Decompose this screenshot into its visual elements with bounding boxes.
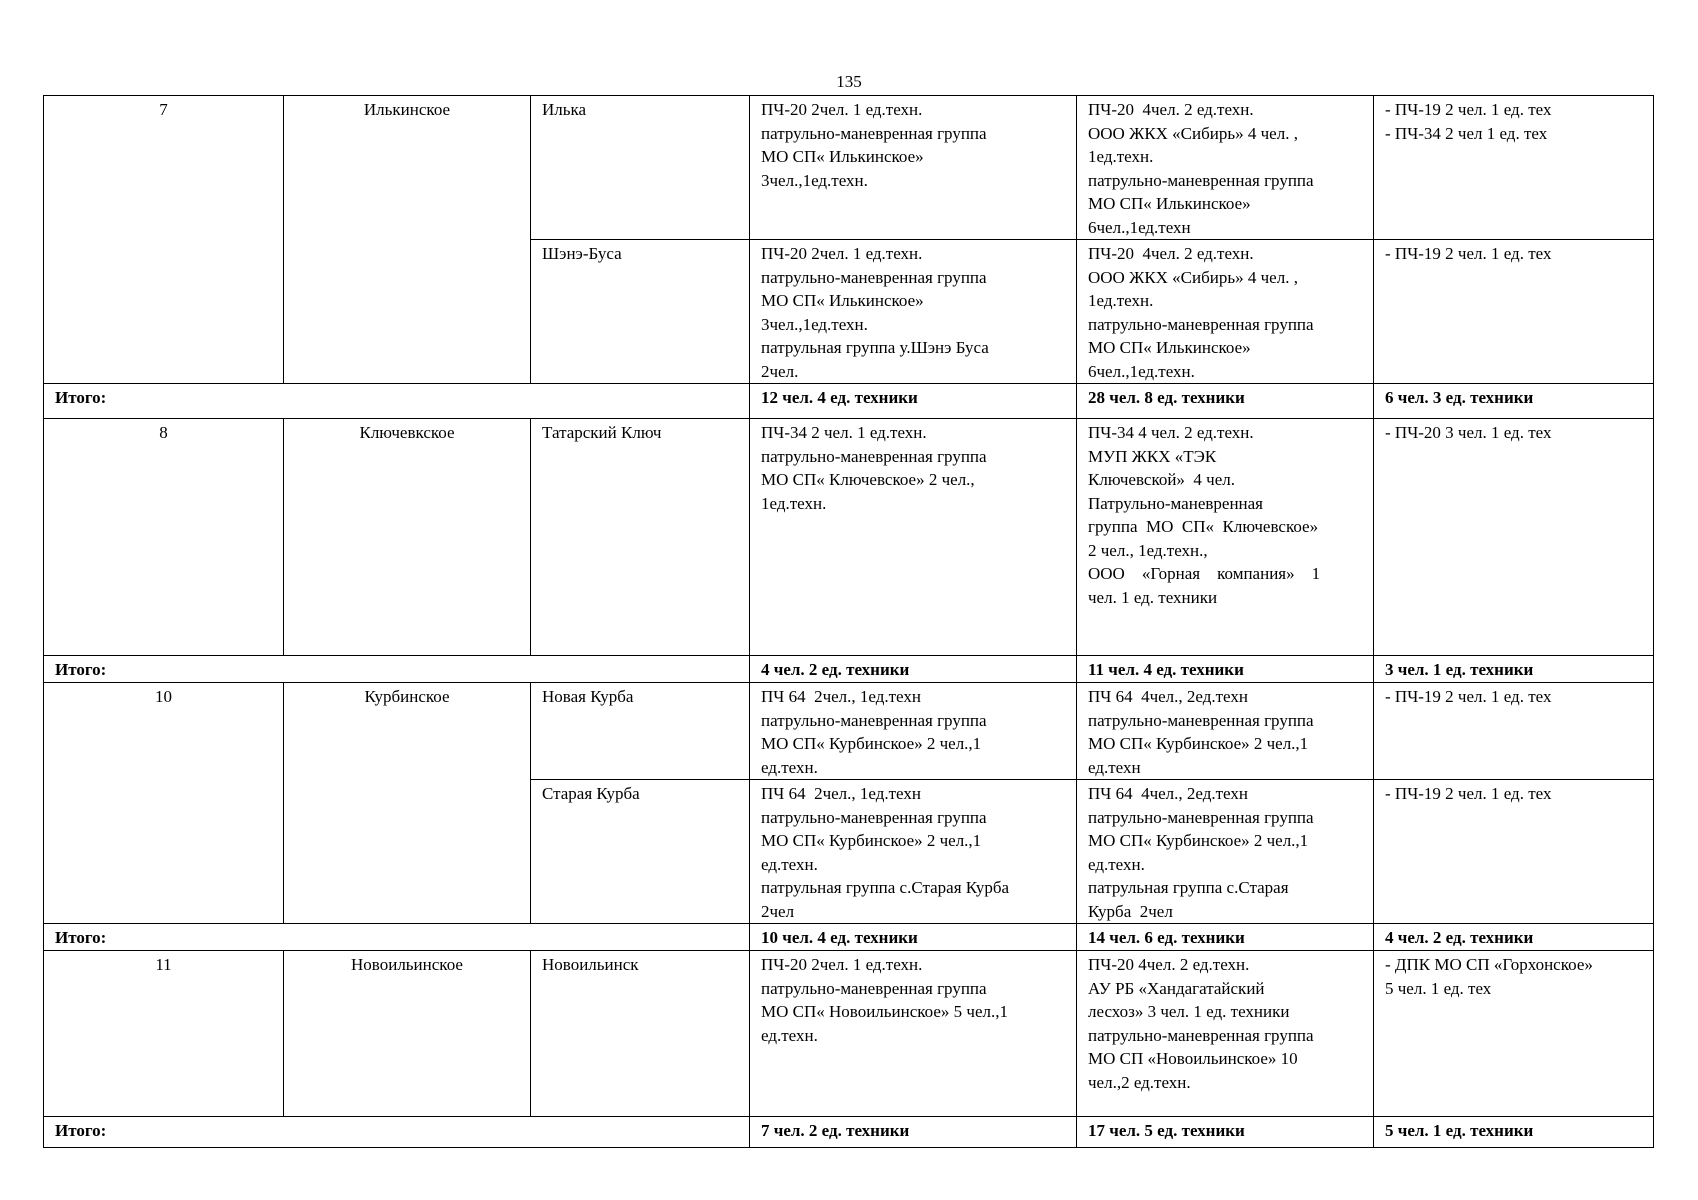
reserve-cell bbox=[1374, 951, 1654, 1117]
total-value: 12 чел. 4 ед. техники bbox=[750, 384, 1077, 419]
cell-line: 5 чел. 1 ед. тех bbox=[1385, 978, 1492, 998]
cell-line: патрульная группа у.Шэнэ Буса bbox=[761, 338, 989, 357]
cell-line: МО СП« Илькинское» bbox=[1088, 338, 1251, 357]
total-value: 6 чел. 3 ед. техники bbox=[1374, 384, 1654, 419]
forces-cell bbox=[750, 240, 1077, 384]
settlement-name: Курбинское bbox=[284, 683, 531, 924]
total-value: 11 чел. 4 ед. техники bbox=[1077, 656, 1374, 683]
cell-line: ООО ЖКХ «Сибирь» 4 чел. , bbox=[1088, 123, 1298, 143]
cell-line: патрульно-маневренная группа bbox=[1088, 170, 1314, 190]
settlement-name: Ключевкское bbox=[284, 419, 531, 656]
cell-line: ПЧ-34 2 чел. 1 ед.техн. bbox=[761, 423, 927, 442]
cell-line: МО СП« Курбинское» 2 чел.,1 bbox=[761, 831, 982, 850]
cell-line: 2чел bbox=[761, 901, 795, 921]
cell-line: 1ед.техн. bbox=[1088, 147, 1154, 166]
total-label: Итого: bbox=[44, 924, 750, 951]
cell-line: ПЧ-20 2чел. 1 ед.техн. bbox=[761, 955, 923, 974]
cell-line: патрульно-маневренная группа bbox=[761, 978, 987, 998]
cell-line: 2 чел., 1ед.техн., bbox=[1088, 540, 1208, 560]
reserve-cell bbox=[1374, 240, 1654, 384]
cell-line: ед.техн. bbox=[1088, 854, 1145, 874]
village-name: Новая Курба bbox=[531, 683, 750, 780]
cell-line: ПЧ-34 4 чел. 2 ед.техн. bbox=[1088, 423, 1254, 442]
total-value: 17 чел. 5 ед. техники bbox=[1077, 1117, 1374, 1148]
forces-cell bbox=[1077, 96, 1374, 240]
cell-line: - ПЧ-19 2 чел. 1 ед. тех bbox=[1385, 784, 1552, 803]
row-number: 10 bbox=[44, 683, 284, 924]
cell-line: 3чел.,1ед.техн. bbox=[761, 170, 868, 190]
cell-line: АУ РБ «Хандагатайский bbox=[1088, 978, 1265, 998]
table-row bbox=[44, 419, 1654, 656]
cell-line: Курба 2чел bbox=[1088, 901, 1173, 921]
cell-line: группа МО СП« Ключевское» bbox=[1088, 517, 1319, 536]
cell-line: патрульно-маневренная группа bbox=[1088, 710, 1314, 730]
cell-line: МО СП« Илькинское» bbox=[761, 291, 924, 310]
cell-line: МО СП« Курбинское» 2 чел.,1 bbox=[1088, 734, 1309, 753]
forces-cell bbox=[750, 683, 1077, 780]
total-row bbox=[44, 924, 1654, 951]
cell-line: ПЧ 64 2чел., 1ед.техн bbox=[761, 687, 921, 706]
row-number: 11 bbox=[44, 951, 284, 1117]
cell-line: ПЧ-20 2чел. 1 ед.техн. bbox=[761, 100, 923, 119]
total-value: 3 чел. 1 ед. техники bbox=[1374, 656, 1654, 683]
cell-line: ПЧ-20 4чел. 2 ед.техн. bbox=[1088, 955, 1250, 974]
cell-line: 1ед.техн. bbox=[1088, 291, 1154, 310]
total-value: 28 чел. 8 ед. техники bbox=[1077, 384, 1374, 419]
total-value: 4 чел. 2 ед. техники bbox=[750, 656, 1077, 683]
cell-line: ед.техн bbox=[1088, 757, 1141, 777]
cell-line: патрульно-маневренная группа bbox=[761, 123, 987, 143]
total-row bbox=[44, 1117, 1654, 1148]
cell-line: патрульная группа с.Старая bbox=[1088, 878, 1289, 897]
cell-line: патрульно-маневренная группа bbox=[1088, 314, 1314, 334]
cell-line: ед.техн. bbox=[761, 854, 818, 874]
cell-line: 6чел.,1ед.техн bbox=[1088, 217, 1191, 237]
total-row bbox=[44, 656, 1654, 683]
forces-cell bbox=[1077, 951, 1374, 1117]
cell-line: МО СП «Новоильинское» 10 bbox=[1088, 1049, 1298, 1068]
forces-cell bbox=[1077, 683, 1374, 780]
cell-line: патрульно-маневренная группа bbox=[761, 807, 987, 827]
cell-line: лесхоз» 3 чел. 1 ед. техники bbox=[1088, 1002, 1290, 1021]
reserve-cell bbox=[1374, 419, 1654, 656]
total-label: Итого: bbox=[44, 656, 750, 683]
cell-line: 6чел.,1ед.техн. bbox=[1088, 361, 1195, 381]
village-name: Новоильинск bbox=[531, 951, 750, 1117]
reserve-cell bbox=[1374, 683, 1654, 780]
forces-cell bbox=[750, 419, 1077, 656]
cell-line: МО СП« Илькинское» bbox=[1088, 194, 1251, 213]
cell-line: МУП ЖКХ «ТЭК bbox=[1088, 446, 1217, 466]
cell-line: ПЧ-20 4чел. 2 ед.техн. bbox=[1088, 244, 1254, 263]
cell-line: патрульно-маневренная группа bbox=[761, 267, 987, 287]
total-label: Итого: bbox=[44, 384, 750, 419]
cell-line: - ПЧ-19 2 чел. 1 ед. тех bbox=[1385, 244, 1552, 263]
forces-cell bbox=[750, 780, 1077, 924]
total-value: 10 чел. 4 ед. техники bbox=[750, 924, 1077, 951]
table-row bbox=[44, 951, 1654, 1117]
cell-line: 3чел.,1ед.техн. bbox=[761, 314, 868, 334]
total-label: Итого: bbox=[44, 1117, 750, 1148]
page-number: 135 bbox=[836, 72, 862, 91]
settlement-name: Илькинское bbox=[284, 96, 531, 384]
resources-table bbox=[43, 95, 1654, 1148]
forces-cell bbox=[1077, 240, 1374, 384]
cell-line: патрульная группа с.Старая Курба bbox=[761, 878, 1010, 897]
cell-line: патрульно-маневренная группа bbox=[761, 446, 987, 466]
cell-line: ООО ЖКХ «Сибирь» 4 чел. , bbox=[1088, 267, 1298, 287]
village-name: Татарский Ключ bbox=[531, 419, 750, 656]
cell-line: - ДПК МО СП «Горхонское» bbox=[1385, 955, 1593, 974]
reserve-cell bbox=[1374, 780, 1654, 924]
cell-line: - ПЧ-34 2 чел 1 ед. тех bbox=[1385, 123, 1548, 143]
table-row bbox=[44, 96, 1654, 240]
total-value: 7 чел. 2 ед. техники bbox=[750, 1117, 1077, 1148]
cell-line: патрульно-маневренная группа bbox=[761, 710, 987, 730]
cell-line: МО СП« Курбинское» 2 чел.,1 bbox=[761, 734, 982, 753]
village-name: Шэнэ-Буса bbox=[531, 240, 750, 384]
village-name: Старая Курба bbox=[531, 780, 750, 924]
village-name: Илька bbox=[531, 96, 750, 240]
settlement-name: Новоильинское bbox=[284, 951, 531, 1117]
cell-line: ПЧ 64 4чел., 2ед.техн bbox=[1088, 687, 1248, 706]
forces-cell bbox=[1077, 780, 1374, 924]
total-value: 14 чел. 6 ед. техники bbox=[1077, 924, 1374, 951]
cell-line: ПЧ 64 2чел., 1ед.техн bbox=[761, 784, 921, 803]
cell-line: - ПЧ-19 2 чел. 1 ед. тех bbox=[1385, 100, 1552, 119]
cell-line: МО СП« Новоильинское» 5 чел.,1 bbox=[761, 1002, 1008, 1021]
cell-line: патрульно-маневренная группа bbox=[1088, 807, 1314, 827]
cell-line: чел. 1 ед. техники bbox=[1088, 587, 1218, 607]
row-number: 8 bbox=[44, 419, 284, 656]
cell-line: МО СП« Курбинское» 2 чел.,1 bbox=[1088, 831, 1309, 850]
cell-line: 1ед.техн. bbox=[761, 493, 827, 513]
cell-line: патрульно-маневренная группа bbox=[1088, 1025, 1314, 1045]
cell-line: ед.техн. bbox=[761, 757, 818, 777]
cell-line: ПЧ-20 4чел. 2 ед.техн. bbox=[1088, 100, 1254, 119]
forces-cell bbox=[1077, 419, 1374, 656]
cell-line: ед.техн. bbox=[761, 1025, 818, 1045]
cell-line: ООО «Горная компания» 1 bbox=[1088, 564, 1321, 583]
cell-line: Ключевской» 4 чел. bbox=[1088, 470, 1236, 489]
total-value: 5 чел. 1 ед. техники bbox=[1374, 1117, 1654, 1148]
total-row bbox=[44, 384, 1654, 419]
forces-cell bbox=[750, 96, 1077, 240]
reserve-cell bbox=[1374, 96, 1654, 240]
cell-line: Патрульно-маневренная bbox=[1088, 493, 1264, 513]
total-value: 4 чел. 2 ед. техники bbox=[1374, 924, 1654, 951]
cell-line: - ПЧ-20 3 чел. 1 ед. тех bbox=[1385, 423, 1552, 442]
cell-line: МО СП« Ключевское» 2 чел., bbox=[761, 470, 975, 489]
row-number: 7 bbox=[44, 96, 284, 384]
forces-cell bbox=[750, 951, 1077, 1117]
cell-line: 2чел. bbox=[761, 361, 799, 381]
cell-line: чел.,2 ед.техн. bbox=[1088, 1072, 1191, 1092]
cell-line: ПЧ 64 4чел., 2ед.техн bbox=[1088, 784, 1248, 803]
cell-line: ПЧ-20 2чел. 1 ед.техн. bbox=[761, 244, 923, 263]
table-row bbox=[44, 683, 1654, 780]
cell-line: МО СП« Илькинское» bbox=[761, 147, 924, 166]
cell-line: - ПЧ-19 2 чел. 1 ед. тех bbox=[1385, 687, 1552, 706]
